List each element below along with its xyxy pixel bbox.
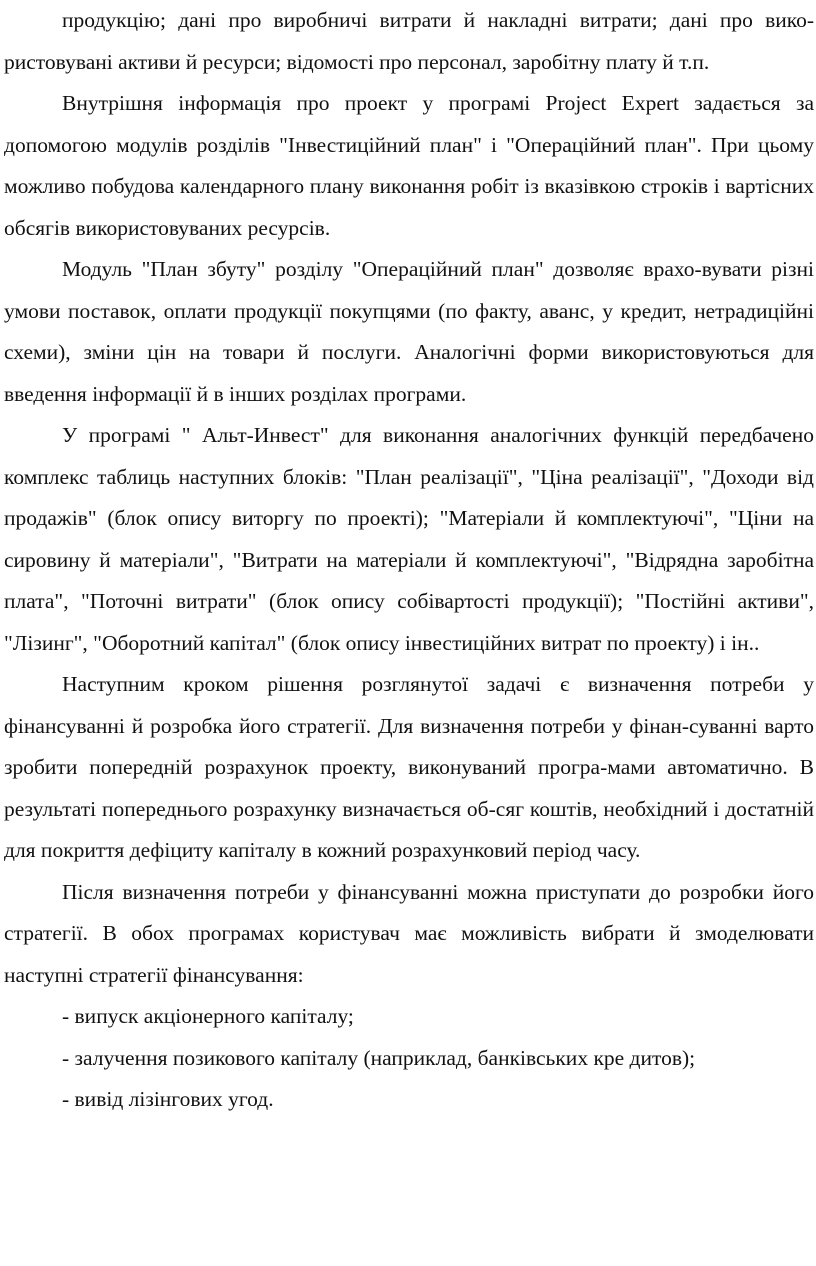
paragraph-financing-need: Наступним кроком рішення розглянутої задачі є визначення потреби у фінансуванні й розробка його стратегії. Для визначення потреби у фінан-суванні варто зробити попередній розрахунок проекту, виконуваний програ-мами автоматично. В результаті попереднього розрахунку визначається об-сяг коштів, необхідний і достатній для покриття дефіциту капіталу в кожний розрахунковий період часу. (4, 672, 814, 862)
paragraph-financing-strategy: Після визначення потреби у фінансуванні можна приступати до розробки його стратегії. В обох програмах користувач має можливість вибрати й змоделювати наступні стратегії фінансування: (4, 879, 814, 987)
list-item: - випуск акціонерного капіталу; (62, 1004, 354, 1028)
list-item: - залучення позикового капіталу (наприклад, банківських кре дитов); (62, 1045, 696, 1070)
paragraph-alt-invest: У програмі " Альт-Инвест" для виконання аналогічних функцій передбачено комплекс таблиць наступних блоків: "План реалізації", "Ціна реалізації", "Доходи від продажів" (блок опису виторгу по проекті); "Матеріали й комплектуючі", "Ціни на сировину й матеріали", "Витрати на матеріали й комплектуючі", "Відрядна заробітна плата", "Поточні витрати" (блок опису собівартості продукції); "Постійні активи", "Лізинг", "Оборотний капітал" (блок опису інвестиційних витрат по проекту) і ін.. (4, 423, 814, 655)
list-item: - вивід лізінгових угод. (62, 1087, 274, 1111)
paragraph-sales-plan-module: Модуль "План збуту" розділу "Операційний план" дозволяє врахо-вувати різні умови поставок, оплати продукції покупцями (по факту, аванс, у кредит, нетрадиційні схеми), зміни цін на товари й послуги. Аналогічні форми використовуються для введення інформації й в інших розділах програми. (4, 257, 814, 406)
paragraph-continuation: продукцію; дані про виробничі витрати й накладні витрати; дані про вико-ристовувані активи й ресурси; відомості про персонал, заробітну плату й т.п. (4, 8, 814, 74)
paragraph-project-expert: Внутрішня інформація про проект у програмі Project Expert задається за допомогою модулів розділів "Інвестиційний план" і "Операційний план". При цьому можливо побудова календарного плану виконання робіт із вказівкою строків і вартісних обсягів використовуваних ресурсів. (4, 91, 814, 240)
strategy-list (4, 996, 814, 1121)
